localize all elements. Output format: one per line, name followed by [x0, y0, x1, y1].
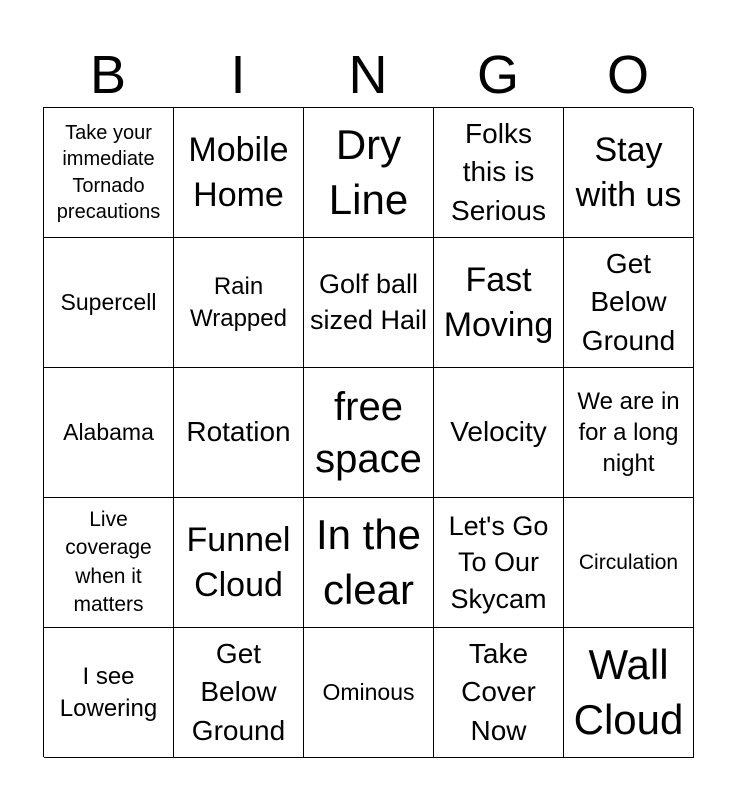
cell-text: Circulation: [578, 550, 679, 574]
header-letter-b: B: [89, 45, 127, 105]
cell-text: Folks this is Serious: [451, 118, 546, 226]
header-letter-o: O: [606, 45, 649, 105]
cell-text: Supercell: [60, 289, 157, 316]
cell-text: Let's Go To Our Skycam: [448, 510, 549, 614]
cell-text: Rotation: [186, 416, 291, 448]
header-letter-i: I: [230, 45, 246, 105]
bingo-cell: [174, 498, 304, 628]
cell-text: Ominous: [322, 679, 415, 706]
cell-text: Take Cover Now: [461, 638, 536, 746]
bingo-cell: [44, 368, 174, 498]
cell-text: Golf ball sized Hail: [309, 268, 428, 335]
bingo-cell: [44, 498, 174, 628]
bingo-cell: [434, 628, 564, 758]
bingo-cell: [304, 498, 434, 628]
bingo-cell: [174, 628, 304, 758]
bingo-cell: [304, 238, 434, 368]
cell-text: Dry Line: [328, 120, 409, 223]
cell-text: Get Below Ground: [581, 248, 676, 356]
cell-text: free space: [315, 384, 422, 481]
cell-text: Funnel Cloud: [186, 521, 291, 604]
bingo-cell: [44, 628, 174, 758]
bingo-cell: [44, 238, 174, 368]
bingo-cell: [564, 368, 694, 498]
cell-text: I see Lowering: [59, 663, 158, 722]
bingo-cell: [304, 108, 434, 238]
bingo-cell: [434, 238, 564, 368]
cell-text: Take your immediate Tornado precautions: [56, 121, 161, 223]
header-letter-n: N: [348, 45, 388, 105]
cell-text: Live coverage when it matters: [65, 507, 152, 616]
cell-text: We are in for a long night: [577, 387, 680, 478]
cell-text: Velocity: [450, 416, 547, 448]
cell-text: Mobile Home: [188, 131, 289, 214]
cell-text: Rain Wrapped: [190, 273, 287, 332]
bingo-cell: [564, 238, 694, 368]
bingo-board: [43, 107, 693, 757]
bingo-cell: [174, 238, 304, 368]
cell-text: Alabama: [63, 419, 154, 446]
bingo-cell: [44, 108, 174, 238]
bingo-cell: [564, 628, 694, 758]
bingo-cell: [564, 498, 694, 628]
bingo-cell: [434, 108, 564, 238]
bingo-cell: [434, 368, 564, 498]
bingo-cell: [174, 108, 304, 238]
bingo-cell: [304, 368, 434, 498]
header-letter-g: G: [476, 45, 519, 105]
bingo-cell: [564, 108, 694, 238]
cell-text: Wall Cloud: [573, 640, 684, 743]
cell-text: Fast Moving: [443, 261, 554, 344]
bingo-cell: [304, 628, 434, 758]
bingo-cell: [174, 368, 304, 498]
cell-text: Get Below Ground: [191, 638, 286, 746]
bingo-header: [43, 42, 693, 108]
bingo-cell: [434, 498, 564, 628]
cell-text: In the clear: [315, 510, 422, 613]
cell-text: Stay with us: [575, 131, 682, 214]
